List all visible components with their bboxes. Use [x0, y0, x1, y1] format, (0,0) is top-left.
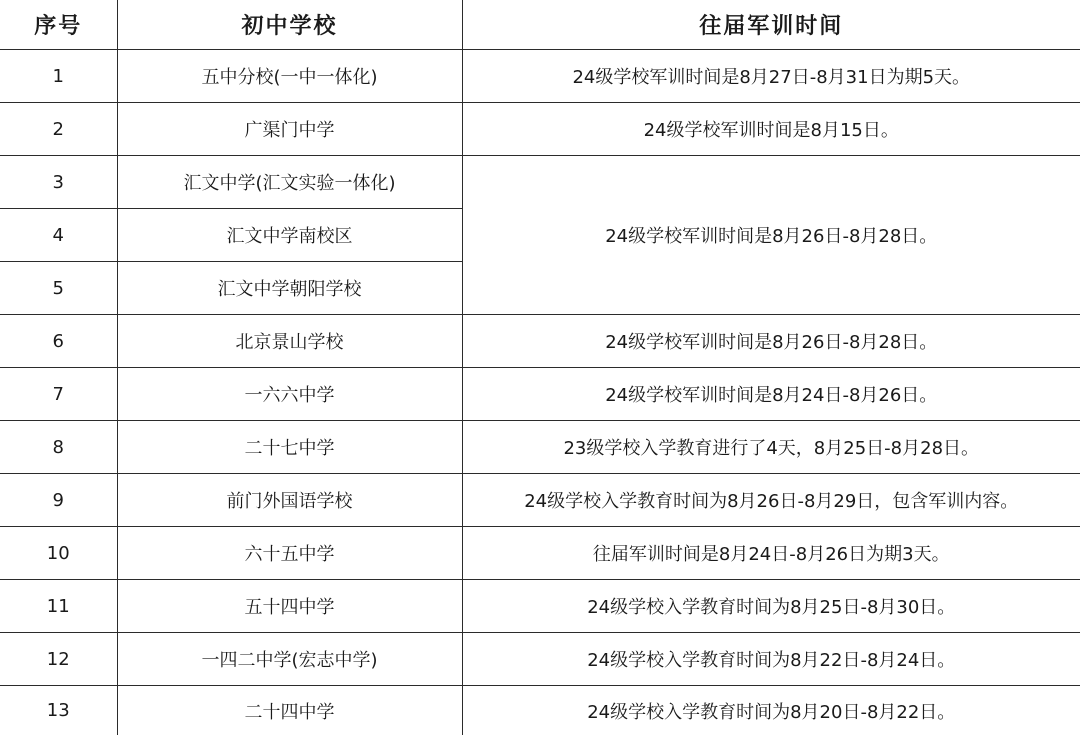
row-school: 汇文中学朝阳学校	[117, 262, 462, 315]
table-row	[0, 368, 1080, 421]
row-time: 24级学校入学教育时间为8月26日-8月29日，包含军训内容。	[462, 474, 1080, 527]
row-time: 23级学校入学教育进行了4天，8月25日-8月28日。	[462, 421, 1080, 474]
row-school: 一六六中学	[117, 368, 462, 421]
row-school: 六十五中学	[117, 527, 462, 580]
table-row	[0, 315, 1080, 368]
row-index: 7	[0, 368, 117, 421]
row-index: 3	[0, 156, 117, 209]
row-school: 五十四中学	[117, 580, 462, 633]
table-row	[0, 156, 1080, 209]
row-index: 2	[0, 103, 117, 156]
row-index: 10	[0, 527, 117, 580]
row-time: 24级学校入学教育时间为8月25日-8月30日。	[462, 580, 1080, 633]
row-time: 往届军训时间是8月24日-8月26日为期3天。	[462, 527, 1080, 580]
row-school: 二十四中学	[117, 686, 462, 736]
row-school: 一四二中学(宏志中学)	[117, 633, 462, 686]
table-header-row	[0, 0, 1080, 50]
row-school: 汇文中学南校区	[117, 209, 462, 262]
row-time-merged: 24级学校军训时间是8月26日-8月28日。	[462, 156, 1080, 315]
row-school: 前门外国语学校	[117, 474, 462, 527]
table-row	[0, 50, 1080, 103]
row-time: 24级学校军训时间是8月27日-8月31日为期5天。	[462, 50, 1080, 103]
row-time: 24级学校入学教育时间为8月20日-8月22日。	[462, 686, 1080, 736]
row-index: 5	[0, 262, 117, 315]
table-row	[0, 527, 1080, 580]
row-index: 6	[0, 315, 117, 368]
row-index: 8	[0, 421, 117, 474]
row-index: 9	[0, 474, 117, 527]
table-row	[0, 633, 1080, 686]
row-school: 广渠门中学	[117, 103, 462, 156]
row-time: 24级学校军训时间是8月26日-8月28日。	[462, 315, 1080, 368]
row-school: 汇文中学(汇文实验一体化)	[117, 156, 462, 209]
table-row	[0, 580, 1080, 633]
row-school: 北京景山学校	[117, 315, 462, 368]
table-row	[0, 686, 1080, 736]
row-time: 24级学校军训时间是8月15日。	[462, 103, 1080, 156]
table-row	[0, 421, 1080, 474]
row-time: 24级学校入学教育时间为8月22日-8月24日。	[462, 633, 1080, 686]
row-index: 4	[0, 209, 117, 262]
row-index: 1	[0, 50, 117, 103]
row-time: 24级学校军训时间是8月24日-8月26日。	[462, 368, 1080, 421]
table-row	[0, 103, 1080, 156]
row-school: 五中分校(一中一体化)	[117, 50, 462, 103]
table-row	[0, 474, 1080, 527]
row-index: 11	[0, 580, 117, 633]
header-index: 序号	[0, 0, 117, 50]
header-time: 往届军训时间	[462, 0, 1080, 50]
header-school: 初中学校	[117, 0, 462, 50]
row-school: 二十七中学	[117, 421, 462, 474]
row-index: 13	[0, 686, 117, 736]
row-index: 12	[0, 633, 117, 686]
